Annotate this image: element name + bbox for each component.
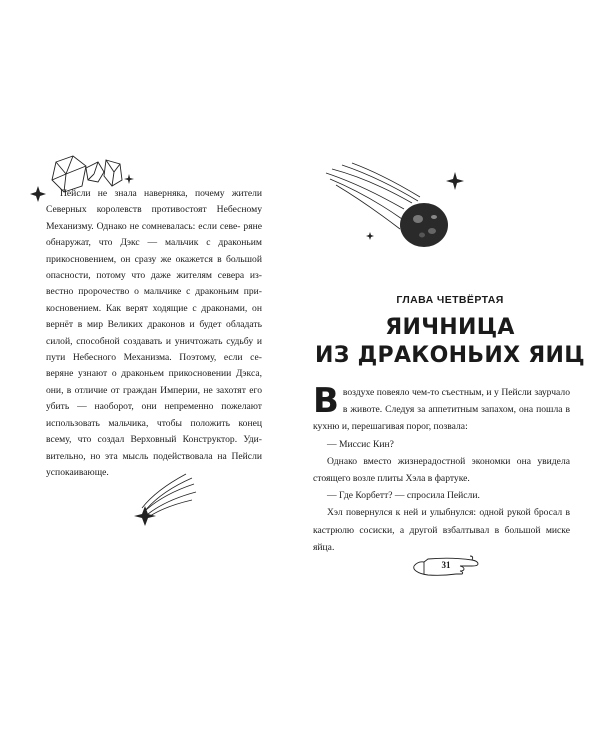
- drop-cap: В: [313, 381, 339, 421]
- chapter-label: ГЛАВА ЧЕТВЁРТАЯ: [396, 294, 504, 306]
- dialogue-line: — Миссис Кин?: [327, 438, 394, 450]
- left-paragraph: Пейсли не знала наверняка, почему жители Северных королевств противостоят Небесному Механизму. Однако не сомневалась: если севе- ряне обнаружат, что Дэкс — мальчик с драконьим прикосновением, он сразу же окажется в большой опасности, потому что даже жителям севера из- вестно пророчество о мальчике с драконьим при- косновением. Как верят ходящие с драконами, он вернёт в мир Великих драконов и будет обладать силой, способной создавать и уничтожать судьбу и пути Небесного Механизма. Поэтому, если се- веряне узнают о драконьем прикосновении Дэкса, они, в отличие от граждан Империи, не захотят его убить — наоборот, они непременно пожелают использовать мальчика, чтобы положить конец всему, что создал Верховный Конструктор. Уди- вительно, но эта мысль подействовала на Пейсли успокаивающе.: [46, 188, 262, 478]
- chapter-title-line: ИЗ ДРАКОНЬИХ ЯИЦ: [315, 343, 585, 368]
- right-body-text: [313, 381, 570, 556]
- paragraph: Хэл повернулся к ней и улыбнулся: одной рукой бросал в кастрюлю сосиски, а другой взбалтывал в большой миске яйца.: [313, 507, 570, 553]
- page-number: 31: [441, 560, 451, 570]
- right-page: [300, 0, 600, 750]
- dialogue-line: — Где Корбетт? — спросила Пейсли.: [327, 490, 480, 502]
- meteor-icon: [322, 155, 472, 265]
- page-number-ornament: [412, 553, 482, 579]
- opening-paragraph: Ввоздухе повеяло чем-то съестным, и у Пейсли заурчало в животе. Следуя за аппетитным запахом, она пошла в кухню и, перешагивая порог, позвала:: [313, 381, 570, 433]
- chapter-title-line: ЯИЧНИЦА: [385, 315, 515, 340]
- paragraph: Однако вместо жизнерадостной экономки она увидела стоящего возле плиты Хэла в фартуке.: [313, 455, 570, 485]
- comet-icon: [130, 468, 200, 528]
- left-body-text: [46, 186, 262, 481]
- chapter-title: [300, 314, 600, 370]
